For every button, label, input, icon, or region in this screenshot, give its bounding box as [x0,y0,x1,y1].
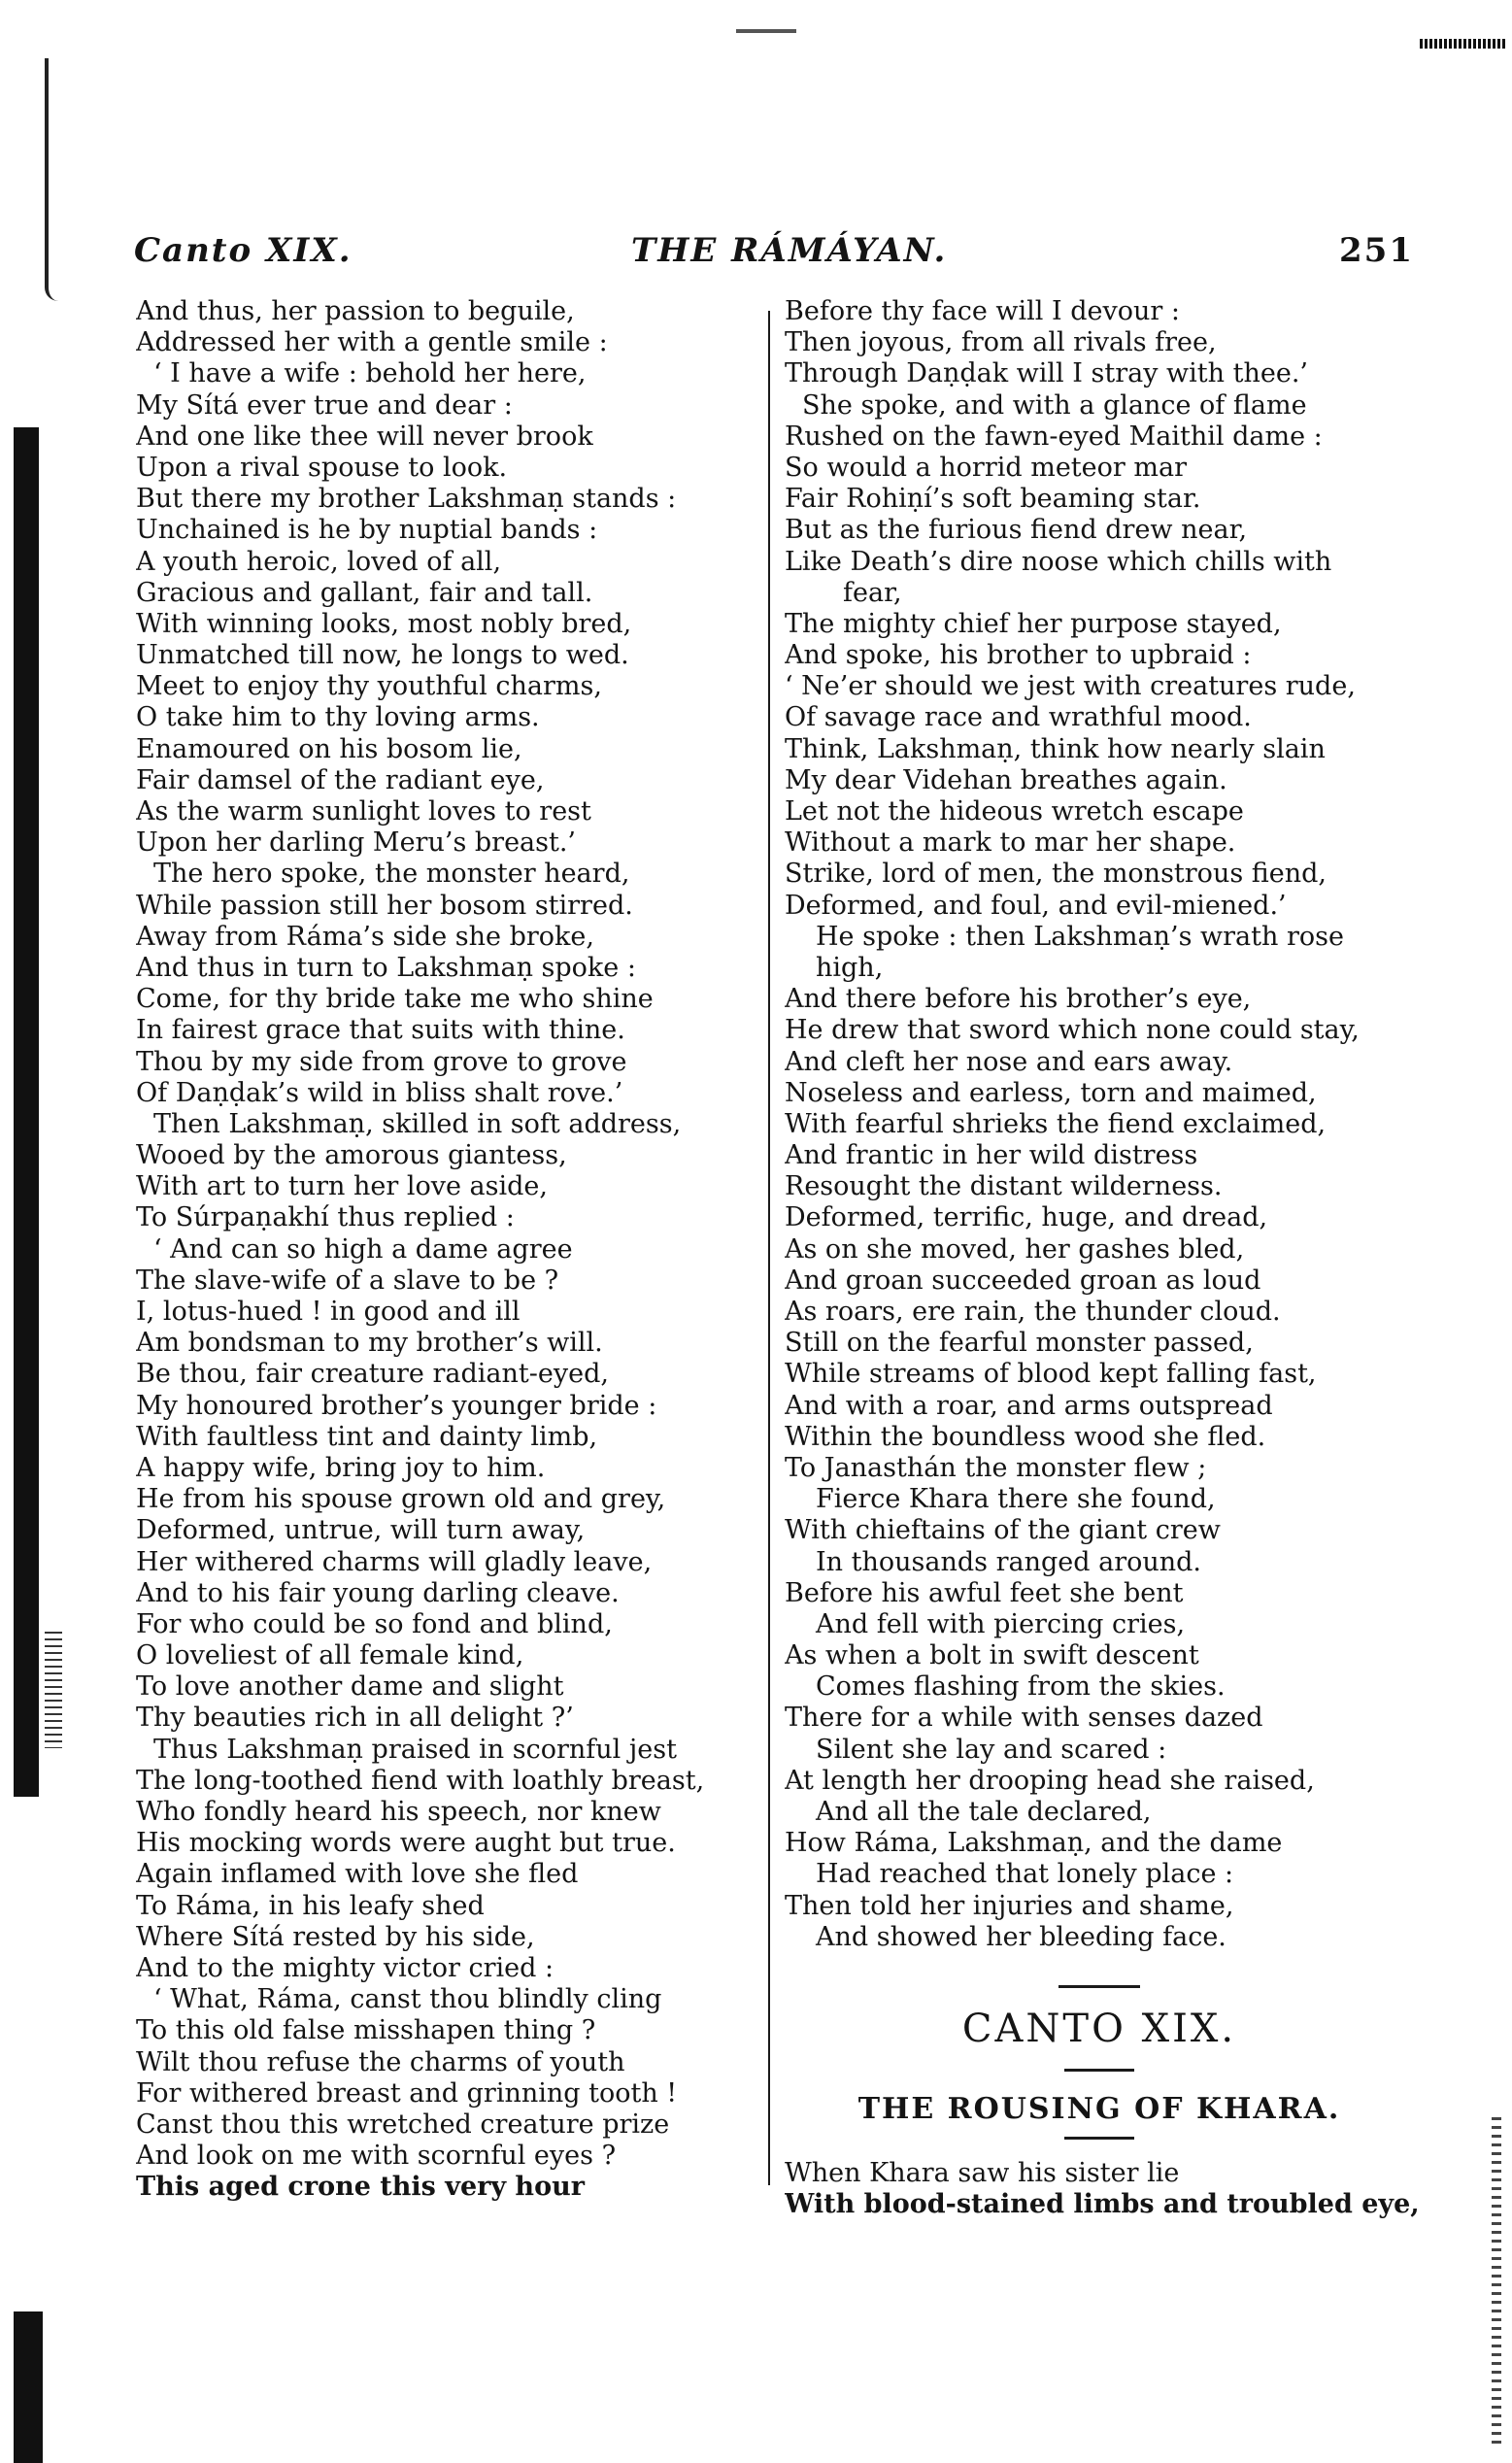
verse-line: While passion still her bosom stirred. [136,890,633,921]
verse-line: The mighty chief her purpose stayed, [785,608,1282,639]
verse-line: He spoke : then Lakshmaṇ’s wrath rose [816,921,1344,952]
verse-line: Unchained is he by nuptial bands : [136,515,598,546]
binding-shadow [14,427,39,1797]
verse-line: Of Daṇḍak’s wild in bliss shalt rove.’ [136,1077,623,1108]
header-title: THE RÁMÁYAN. [631,231,948,270]
verse-line: Resought the distant wilderness. [785,1171,1223,1202]
verse-line: A youth heroic, loved of all, [136,546,502,577]
verse-line: To love another dame and slight [136,1671,564,1703]
verse-line: Think, Lakshmaṇ, think how nearly slain [785,733,1326,764]
binding-shadow-bottom [14,2311,43,2463]
rule-above-subtitle [1064,2069,1134,2072]
verse-line: He drew that sword which none could stay, [785,1015,1360,1046]
top-mark [736,29,796,33]
verse-line: Had reached that lonely place : [816,1859,1234,1890]
verse-line: Then told her injuries and shame, [785,1890,1234,1921]
verse-line: And spoke, his brother to upbraid : [785,640,1252,671]
verse-line: Then Lakshmaṇ, skilled in soft address, [153,1108,682,1139]
verse-line: With winning looks, most nobly bred, [136,608,632,639]
verse-line: And there before his brother’s eye, [785,984,1252,1015]
binding-edge-curve [45,58,58,301]
verse-line: Be thou, fair creature radiant-eyed, [136,1359,609,1390]
verse-line: To Janasthán the monster flew ; [785,1452,1207,1483]
verse-line: There for a while with senses dazed [785,1703,1263,1734]
verse-line: In thousands ranged around. [816,1546,1202,1577]
verse-line: With art to turn her love aside, [136,1171,548,1202]
page-edge-speckle [1492,2117,1501,2447]
verse-line: The long-toothed fiend with loathly breast, [136,1765,705,1796]
verse-line: ‘ And can so high a dame agree [153,1233,573,1265]
verse-line: His mocking words were aught but true. [136,1828,676,1859]
verse-line: Fierce Khara there she found, [816,1484,1216,1515]
canto-opening-lines [785,2158,1426,2220]
verse-line: As roars, ere rain, the thunder cloud. [785,1297,1281,1327]
verse-line: Thus Lakshmaṇ praised in scornful jest [153,1734,677,1765]
verse-line: Thou by my side from grove to grove [136,1046,627,1077]
page-number: 251 [1339,231,1414,270]
verse-line: Meet to enjoy thy youthful charms, [136,671,602,702]
verse-line: Canst thou this wretched creature prize [136,2109,670,2140]
verse-line: My honoured brother’s younger bride : [136,1390,657,1421]
verse-line: fear, [843,577,902,608]
verse-line: high, [816,952,884,983]
verse-line: Then joyous, from all rivals free, [785,327,1217,358]
verse-line: Of savage race and wrathful mood. [785,702,1252,733]
verse-line: And look on me with scornful eyes ? [136,2141,617,2172]
verse-line: Come, for thy bride take me who shine [136,984,654,1015]
verse-line: Am bondsman to my brother’s will. [136,1328,603,1359]
verse-line: Comes flashing from the skies. [816,1671,1226,1703]
verse-line: Noseless and earless, torn and maimed, [785,1077,1317,1108]
verse-line: My dear Videhan breathes again. [785,764,1227,795]
verse-line: This aged crone this very hour [136,2172,585,2203]
verse-line: ‘ Ne’er should we jest with creatures rude, [785,671,1356,702]
verse-line: The hero spoke, the monster heard, [153,859,630,890]
verse-line: To Súrpaṇakhí thus replied : [136,1202,515,1233]
verse-line: Unmatched till now, he longs to wed. [136,640,629,671]
binding-speckle [45,1632,62,1748]
verse-line: And to his fair young darling cleave. [136,1577,620,1608]
verse-line: Let not the hideous wretch escape [785,796,1244,827]
verse-line: I, lotus-hued ! in good and ill [136,1297,521,1327]
right-column [785,296,1414,1953]
verse-line: Away from Ráma’s side she broke, [136,921,594,952]
verse-line: For withered breast and grinning tooth ! [136,2077,678,2109]
verse-line: With blood-stained limbs and troubled eye, [785,2189,1420,2220]
verse-line: Where Sítá rested by his side, [136,1921,535,1952]
verse-line: The slave-wife of a slave to be ? [136,1265,559,1296]
verse-line: Fair damsel of the radiant eye, [136,764,545,795]
verse-line: Within the boundless wood she fled. [785,1421,1266,1452]
verse-line: Wooed by the amorous giantess, [136,1140,567,1171]
verse-line: She spoke, and with a glance of flame [802,389,1307,421]
canto-heading: CANTO XIX. [961,2007,1237,2051]
verse-line: A happy wife, bring joy to him. [136,1452,546,1483]
verse-line: ‘ What, Ráma, canst thou blindly cling [153,1984,662,2015]
verse-line: Addressed her with a gentle smile : [136,327,608,358]
verse-line: As the warm sunlight loves to rest [136,796,591,827]
verse-line: Her withered charms will gladly leave, [136,1546,653,1577]
verse-line: And frantic in her wild distress [785,1140,1198,1171]
verse-line: And with a roar, and arms outspread [785,1390,1273,1421]
verse-line: And thus, her passion to beguile, [136,296,575,326]
verse-line: With fearful shrieks the fiend exclaimed, [785,1108,1327,1139]
verse-line: As on she moved, her gashes bled, [785,1233,1245,1265]
verse-line: Upon her darling Meru’s breast.’ [136,827,577,859]
verse-line: With chieftains of the giant crew [785,1515,1221,1546]
verse-line: And to the mighty victor cried : [136,1952,554,1983]
verse-line: As when a bolt in swift descent [785,1640,1199,1671]
verse-line: And thus in turn to Lakshmaṇ spoke : [136,952,636,983]
verse-line: Upon a rival spouse to look. [136,452,508,483]
verse-line: My Sítá ever true and dear : [136,389,513,421]
verse-line: But there my brother Lakshmaṇ stands : [136,484,677,515]
verse-line: For who could be so fond and blind, [136,1608,613,1639]
rule-above-canto [1058,1985,1140,1988]
verse-line: Wilt thou refuse the charms of youth [136,2046,625,2077]
verse-line: To this old false misshapen thing ? [136,2015,596,2046]
verse-line: Deformed, untrue, will turn away, [136,1515,586,1546]
verse-line: And fell with piercing cries, [816,1608,1186,1639]
verse-line: Again inflamed with love she fled [136,1859,579,1890]
verse-line: At length her drooping head she raised, [785,1765,1315,1796]
verse-line: With faultless tint and dainty limb, [136,1421,598,1452]
verse-line: While streams of blood kept falling fast, [785,1359,1317,1390]
verse-line: Enamoured on his bosom lie, [136,733,522,764]
header-canto: Canto XIX. [134,231,353,270]
verse-line: Who fondly heard his speech, nor knew [136,1797,661,1827]
verse-line: Rushed on the fawn-eyed Maithil dame : [785,421,1323,452]
verse-line: Before his awful feet she bent [785,1577,1184,1608]
verse-line: To Ráma, in his leafy shed [136,1890,485,1921]
verse-line: So would a horrid meteor mar [785,452,1187,483]
verse-line: And cleft her nose and ears away. [785,1046,1233,1077]
rule-below-subtitle [1064,2137,1134,2140]
verse-line: Fair Rohiṇí’s soft beaming star. [785,484,1201,515]
verse-line: O loveliest of all female kind, [136,1640,524,1671]
verse-line: Without a mark to mar her shape. [785,827,1236,859]
verse-line: Strike, lord of men, the monstrous fiend, [785,859,1327,890]
verse-line: Deformed, terrific, huge, and dread, [785,1202,1268,1233]
canto-subtitle: THE ROUSING OF KHARA. [857,2092,1341,2126]
verse-line: ‘ I have a wife : behold her here, [153,358,587,389]
verse-line: And groan succeeded groan as loud [785,1265,1261,1296]
verse-line: Silent she lay and scared : [816,1734,1167,1765]
verse-line: And showed her bleeding face. [816,1921,1226,1952]
verse-line: In fairest grace that suits with thine. [136,1015,625,1046]
verse-line: Deformed, and foul, and evil-miened.’ [785,890,1287,921]
verse-line: When Khara saw his sister lie [785,2158,1180,2188]
verse-line: Before thy face will I devour : [785,296,1180,326]
verse-line: But as the furious fiend drew near, [785,515,1248,546]
verse-line: Like Death’s dire noose which chills with [785,546,1332,577]
verse-line: Gracious and gallant, fair and tall. [136,577,593,608]
verse-line: Through Daṇḍak will I stray with thee.’ [785,358,1308,389]
verse-line: And one like thee will never brook [136,421,593,452]
left-column [136,296,752,2203]
verse-line: Still on the fearful monster passed, [785,1328,1254,1359]
verse-line: O take him to thy loving arms. [136,702,540,733]
verse-line: He from his spouse grown old and grey, [136,1484,666,1515]
verse-line: How Ráma, Lakshmaṇ, and the dame [785,1828,1283,1859]
column-divider [768,311,770,2185]
verse-line: Thy beauties rich in all delight ?’ [136,1703,574,1734]
running-header [134,231,1414,278]
verse-line: And all the tale declared, [816,1797,1152,1827]
corner-ink-marks [1420,39,1507,49]
